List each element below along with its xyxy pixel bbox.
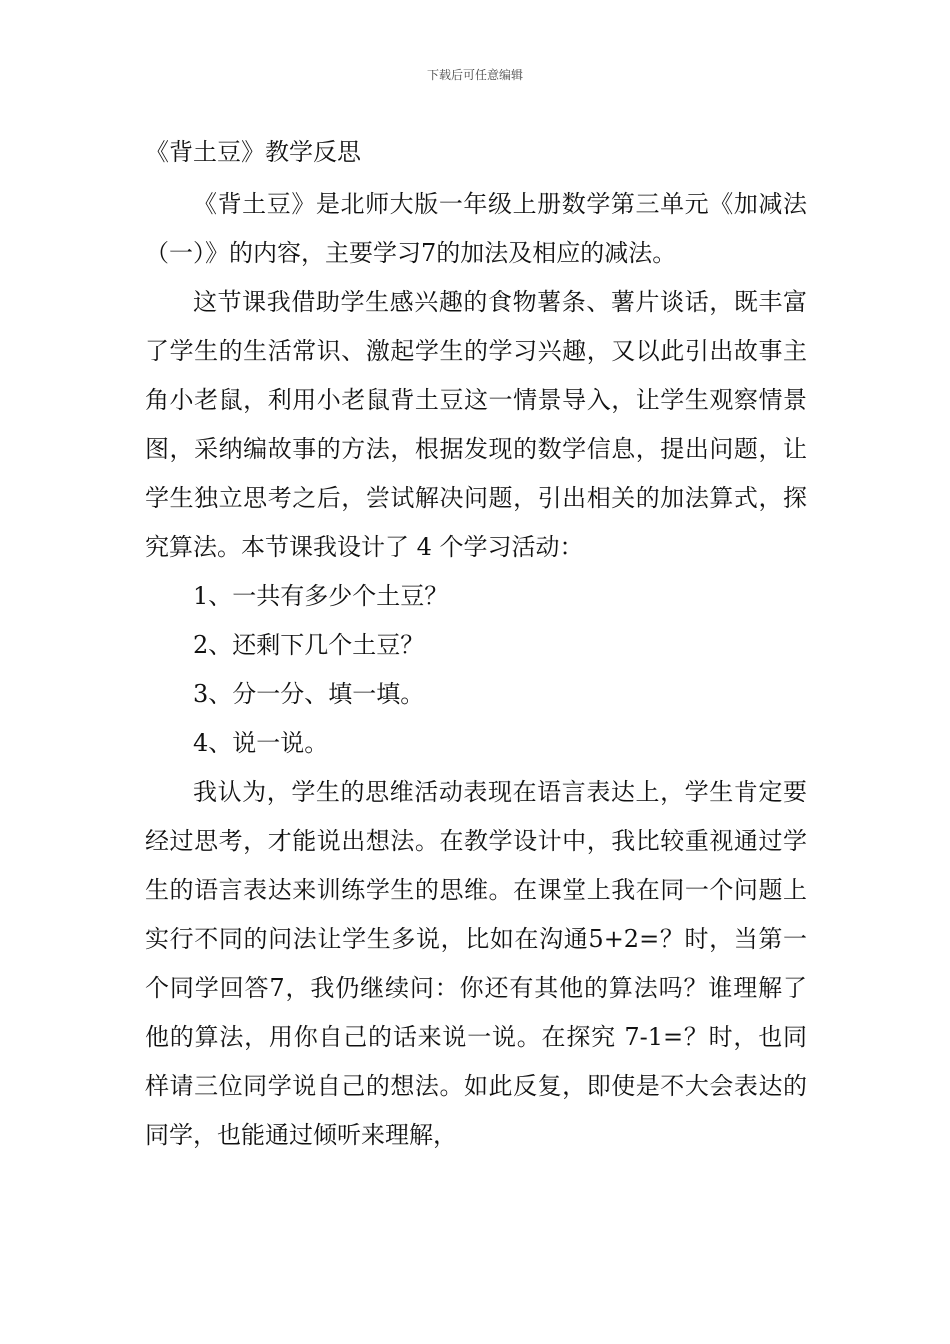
document-title: 《背土豆》教学反思 xyxy=(145,138,361,166)
document-body xyxy=(145,180,807,1160)
paragraph-intro: 《背土豆》是北师大版一年级上册数学第三单元《加减法（一）》的内容，主要学习7的加法及相应的减法。 xyxy=(145,190,807,267)
paragraph-reflection: 我认为，学生的思维活动表现在语言表达上，学生肯定要经过思考，才能说出想法。在教学设计中，我比较重视通过学生的语言表达来训练学生的思维。在课堂上我在同一个问题上实行不同的问法让学生多说，比如在沟通5+2=？时，当第一个同学回答7，我仍继续问：你还有其他的算法吗？谁理解了他的算法，用你自己的话来说一说。在探究 7-1=？时，也同样请三位同学说自己的想法。如此反复，即使是不大会表达的同学，也能通过倾听来理解， xyxy=(145,778,807,1149)
list-item-activity-4: 4、说一说。 xyxy=(193,729,329,757)
paragraph-lesson-design: 这节课我借助学生感兴趣的食物薯条、薯片谈话，既丰富了学生的生活常识、激起学生的学习兴趣，又以此引出故事主角小老鼠，利用小老鼠背土豆这一情景导入，让学生观察情景图，采纳编故事的方法，根据发现的数学信息，提出问题，让学生独立思考之后，尝试解决问题，引出相关的加法算式，探究算法。本节课我设计了 4 个学习活动： xyxy=(145,288,807,561)
list-item-activity-2: 2、还剩下几个土豆？ xyxy=(193,631,425,659)
page-header: 下载后可任意编辑 xyxy=(426,68,523,82)
list-item-activity-3: 3、分一分、填一填。 xyxy=(193,680,425,708)
list-item-activity-1: 1、一共有多少个土豆？ xyxy=(193,582,449,610)
